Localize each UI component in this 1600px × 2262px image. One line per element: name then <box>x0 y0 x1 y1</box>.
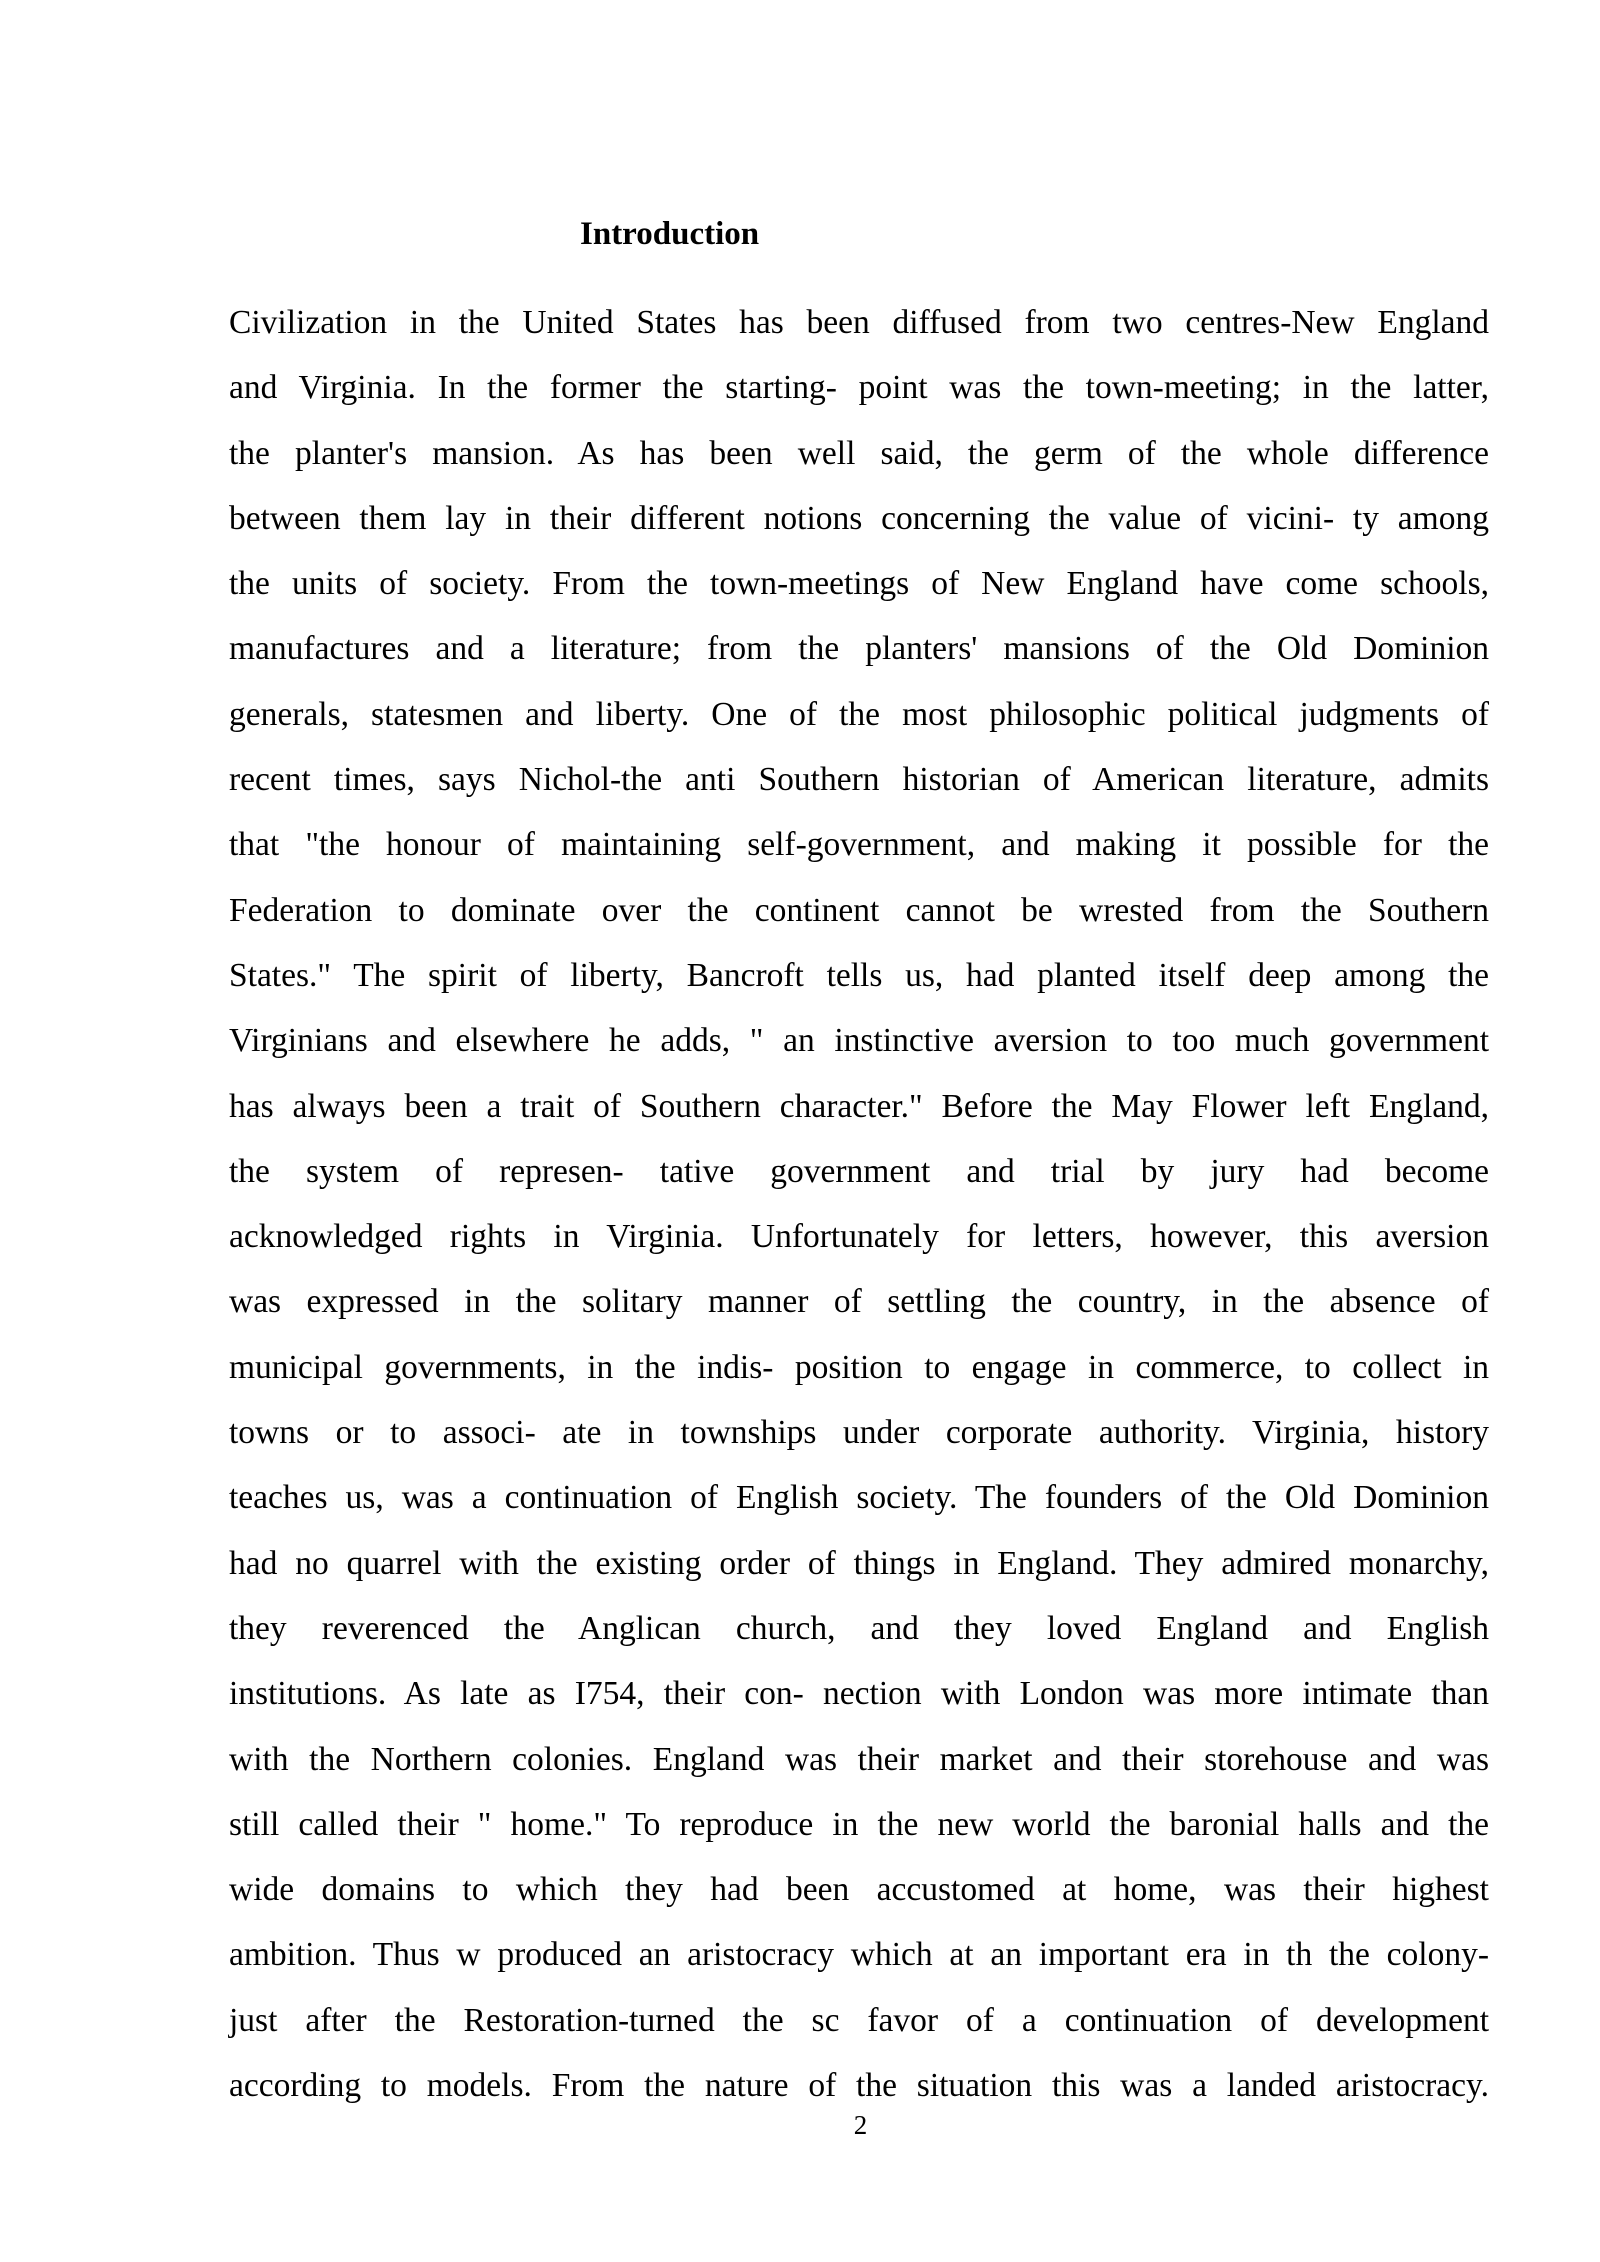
text-line: wide domains to which they had been accustomed at home, was their highest <box>229 1871 1489 1909</box>
text-line: just after the Restoration-turned the sc favor of a continuation of development <box>229 2001 1489 2039</box>
text-line: they reverenced the Anglican church, and they loved England and English <box>229 1609 1489 1647</box>
page-number: 2 <box>853 2110 868 2140</box>
text-line: towns or to associ- ate in townships under corporate authority. Virginia, history <box>229 1414 1489 1452</box>
text-line: Civilization in the United States has been diffused from two centres-New England <box>229 304 1489 341</box>
text-line: according to models. From the nature of the situation this was a landed aristocracy. <box>229 2067 1489 2105</box>
text-line: manufactures and a literature; from the planters' mansions of the Old Dominion <box>229 630 1489 668</box>
text-line: still called their " home." To reproduce in the new world the baronial halls and the <box>229 1805 1489 1843</box>
text-line: municipal governments, in the indis- position to engage in commerce, to collect in <box>229 1348 1489 1386</box>
text-line: teaches us, was a continuation of English society. The founders of the Old Dominion <box>229 1479 1489 1517</box>
text-line: the planter's mansion. As has been well said, the germ of the whole difference <box>229 434 1489 472</box>
text-line: the units of society. From the town-meetings of New England have come schools, <box>229 565 1489 603</box>
text-line: had no quarrel with the existing order of things in England. They admired monarchy, <box>229 1544 1489 1582</box>
text-line: Virginians and elsewhere he adds, " an instinctive aversion to too much government <box>229 1022 1489 1060</box>
section-heading: Introduction <box>580 216 760 252</box>
text-line: was expressed in the solitary manner of settling the country, in the absence of <box>229 1283 1489 1321</box>
text-line: and Virginia. In the former the starting- point was the town-meeting; in the latter, <box>229 369 1489 407</box>
text-line: ambition. Thus w produced an aristocracy which at an important era in th the colony- <box>229 1936 1489 1974</box>
text-line: Federation to dominate over the continent cannot be wrested from the Southern <box>229 891 1489 929</box>
body-paragraph <box>229 303 1489 2131</box>
text-line: States." The spirit of liberty, Bancroft tells us, had planted itself deep among the <box>229 956 1489 994</box>
text-line: that "the honour of maintaining self-government, and making it possible for the <box>229 826 1489 864</box>
text-line: between them lay in their different notions concerning the value of vicini- ty among <box>229 499 1489 537</box>
text-line: institutions. As late as I754, their con- nection with London was more intimate than <box>229 1675 1489 1713</box>
text-line: recent times, says Nichol-the anti Southern historian of American literature, admits <box>229 761 1489 799</box>
text-line: the system of represen- tative government and trial by jury had become <box>229 1152 1489 1190</box>
text-line: generals, statesmen and liberty. One of the most philosophic political judgments of <box>229 695 1489 733</box>
text-line: has always been a trait of Southern character." Before the May Flower left England, <box>229 1087 1489 1125</box>
text-line: acknowledged rights in Virginia. Unfortunately for letters, however, this aversion <box>229 1218 1489 1256</box>
text-line: with the Northern colonies. England was their market and their storehouse and was <box>229 1740 1489 1778</box>
